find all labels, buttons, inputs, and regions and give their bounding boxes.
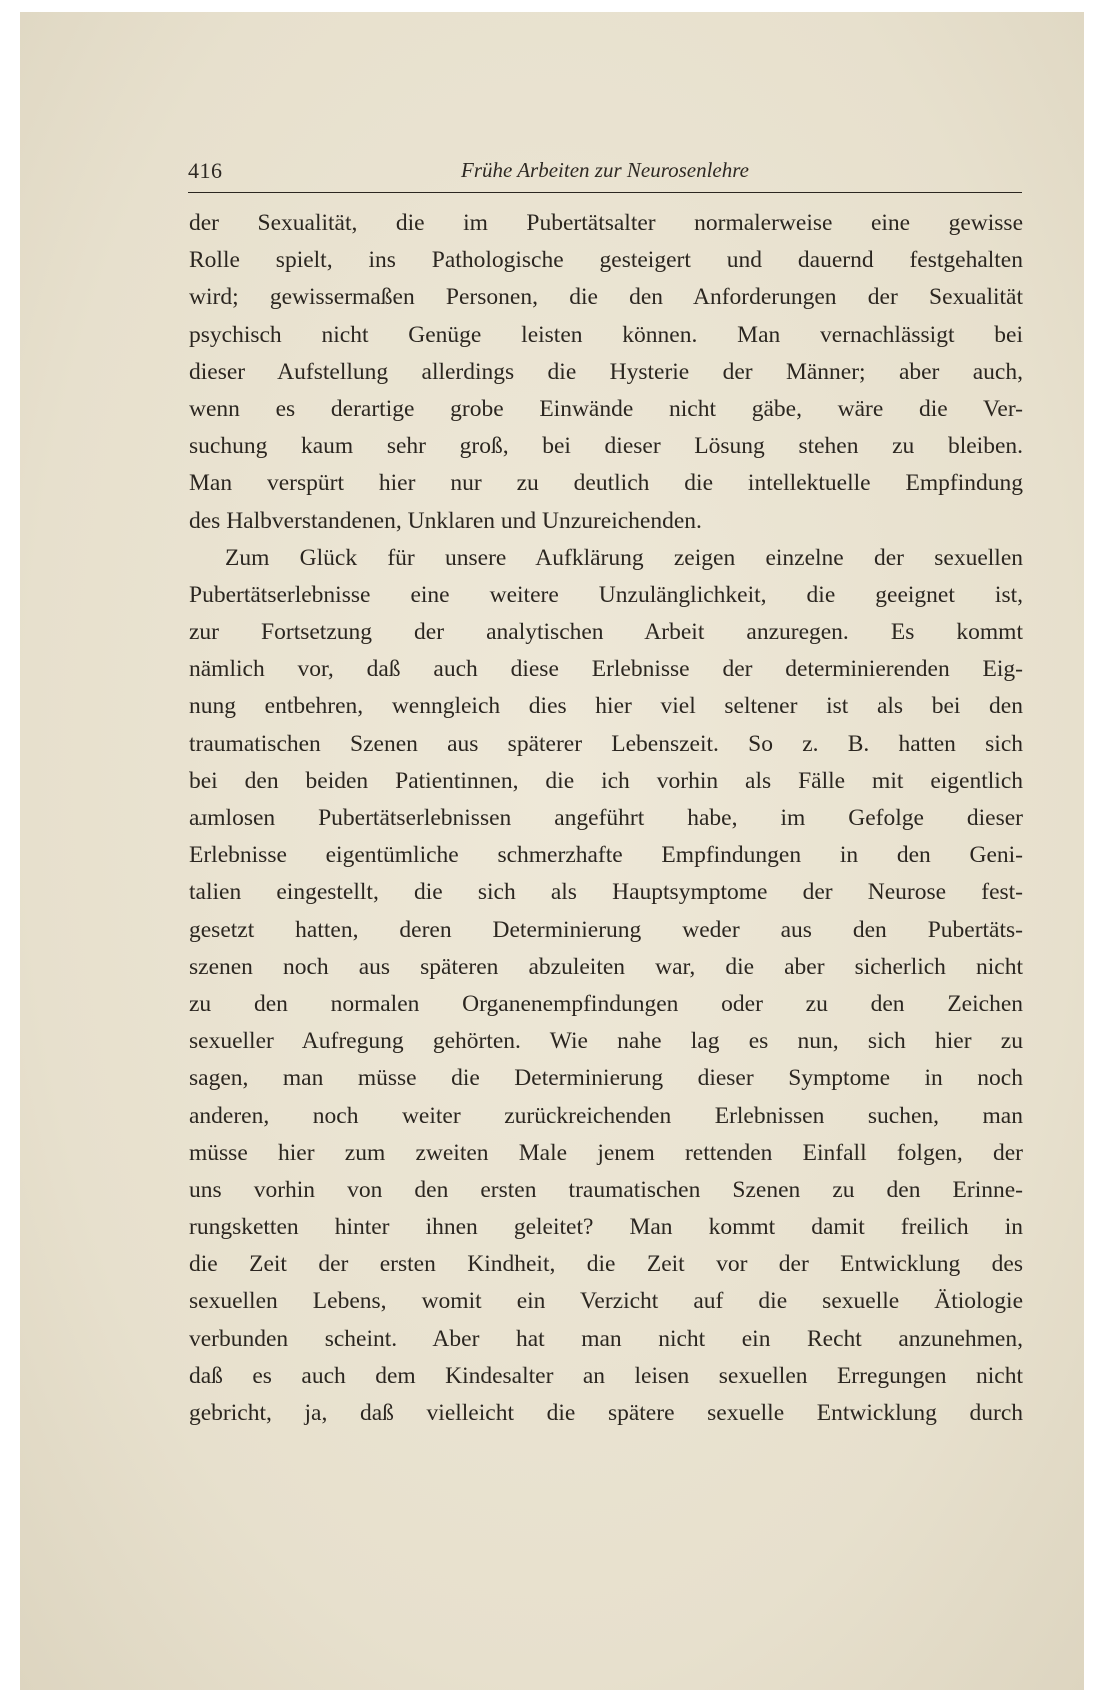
page-number: 416	[188, 158, 223, 183]
text-line: wird; gewissermaßen Personen, die den Anforderungen der Sexualität	[189, 284, 1023, 311]
text-line: der Sexualität, die im Pubertätsalter normalerweise eine gewisse	[189, 210, 1023, 236]
text-line: verbunden scheint. Aber hat man nicht ein Recht anzunehmen,	[189, 1325, 1023, 1352]
paragraph-2	[189, 540, 1023, 1433]
text-line: talien eingestellt, die sich als Hauptsymptome der Neurose fest-	[189, 879, 1023, 906]
text-line: szenen noch aus späteren abzuleiten war, die aber sicherlich nicht	[189, 953, 1023, 980]
text-line: wenn es derartige grobe Einwände nicht gäbe, wäre die Ver-	[189, 395, 1023, 422]
text-line: daß es auch dem Kindesalter an leisen sexuellen Erregungen nicht	[189, 1362, 1023, 1389]
text-line: rungsketten hinter ihnen geleitet? Man kommt damit freilich in	[189, 1214, 1023, 1241]
text-line: gesetzt hatten, deren Determinierung weder aus den Pubertäts-	[189, 916, 1023, 943]
text-line: die Zeit der ersten Kindheit, die Zeit vor der Entwicklung des	[189, 1251, 1023, 1278]
text-line: aɹmlosen Pubertätserlebnissen angeführt habe, im Gefolge dieser	[189, 805, 1023, 831]
text-line: Man verspürt hier nur zu deutlich die intellektuelle Empfindung	[189, 470, 1023, 497]
text-line: zur Fortsetzung der analytischen Arbeit anzuregen. Es kommt	[189, 619, 1023, 646]
text-line: Rolle spielt, ins Pathologische gesteigert und dauernd festgehalten	[189, 247, 1023, 274]
paragraph-1	[189, 205, 1023, 540]
body-text	[189, 205, 1023, 1432]
text-line: Pubertätserlebnisse eine weitere Unzulänglichkeit, die geeignet ist,	[189, 581, 1023, 608]
page-header	[188, 158, 1022, 193]
text-line: dieser Aufstellung allerdings die Hysterie der Männer; aber auch,	[189, 358, 1023, 385]
text-line: des Halbverstandenen, Unklaren und Unzureichenden.	[189, 507, 702, 534]
text-line: nämlich vor, daß auch diese Erlebnisse der determinierenden Eig-	[189, 656, 1023, 683]
text-line: uns vorhin von den ersten traumatischen Szenen zu den Erinne-	[189, 1176, 1023, 1203]
text-line: sexueller Aufregung gehörten. Wie nahe lag es nun, sich hier zu	[189, 1028, 1023, 1055]
text-line: sagen, man müsse die Determinierung dieser Symptome in noch	[189, 1065, 1023, 1092]
text-line: psychisch nicht Genüge leisten können. Man vernachlässigt bei	[189, 321, 1023, 348]
text-line: anderen, noch weiter zurückreichenden Erlebnissen suchen, man	[189, 1102, 1023, 1129]
text-line: gebricht, ja, daß vielleicht die spätere sexuelle Entwicklung durch	[189, 1400, 1023, 1426]
running-title: Frühe Arbeiten zur Neurosenlehre	[461, 158, 749, 182]
text-line: müsse hier zum zweiten Male jenem rettenden Einfall folgen, der	[189, 1139, 1023, 1166]
text-line: traumatischen Szenen aus späterer Lebenszeit. So z. B. hatten sich	[189, 730, 1023, 757]
text-line: suchung kaum sehr groß, bei dieser Lösung stehen zu bleiben.	[189, 433, 1023, 460]
text-line: Erlebnisse eigentümliche schmerzhafte Empfindungen in den Geni-	[189, 842, 1023, 869]
text-line: zu den normalen Organenempfindungen oder zu den Zeichen	[189, 990, 1023, 1017]
text-line: Zum Glück für unsere Aufklärung zeigen einzelne der sexuellen	[225, 544, 1023, 571]
text-line: nung entbehren, wenngleich dies hier viel seltener ist als bei den	[189, 693, 1023, 720]
text-line: sexuellen Lebens, womit ein Verzicht auf die sexuelle Ätiologie	[189, 1288, 1023, 1315]
text-line: bei den beiden Patientinnen, die ich vorhin als Fälle mit eigentlich	[189, 767, 1023, 794]
